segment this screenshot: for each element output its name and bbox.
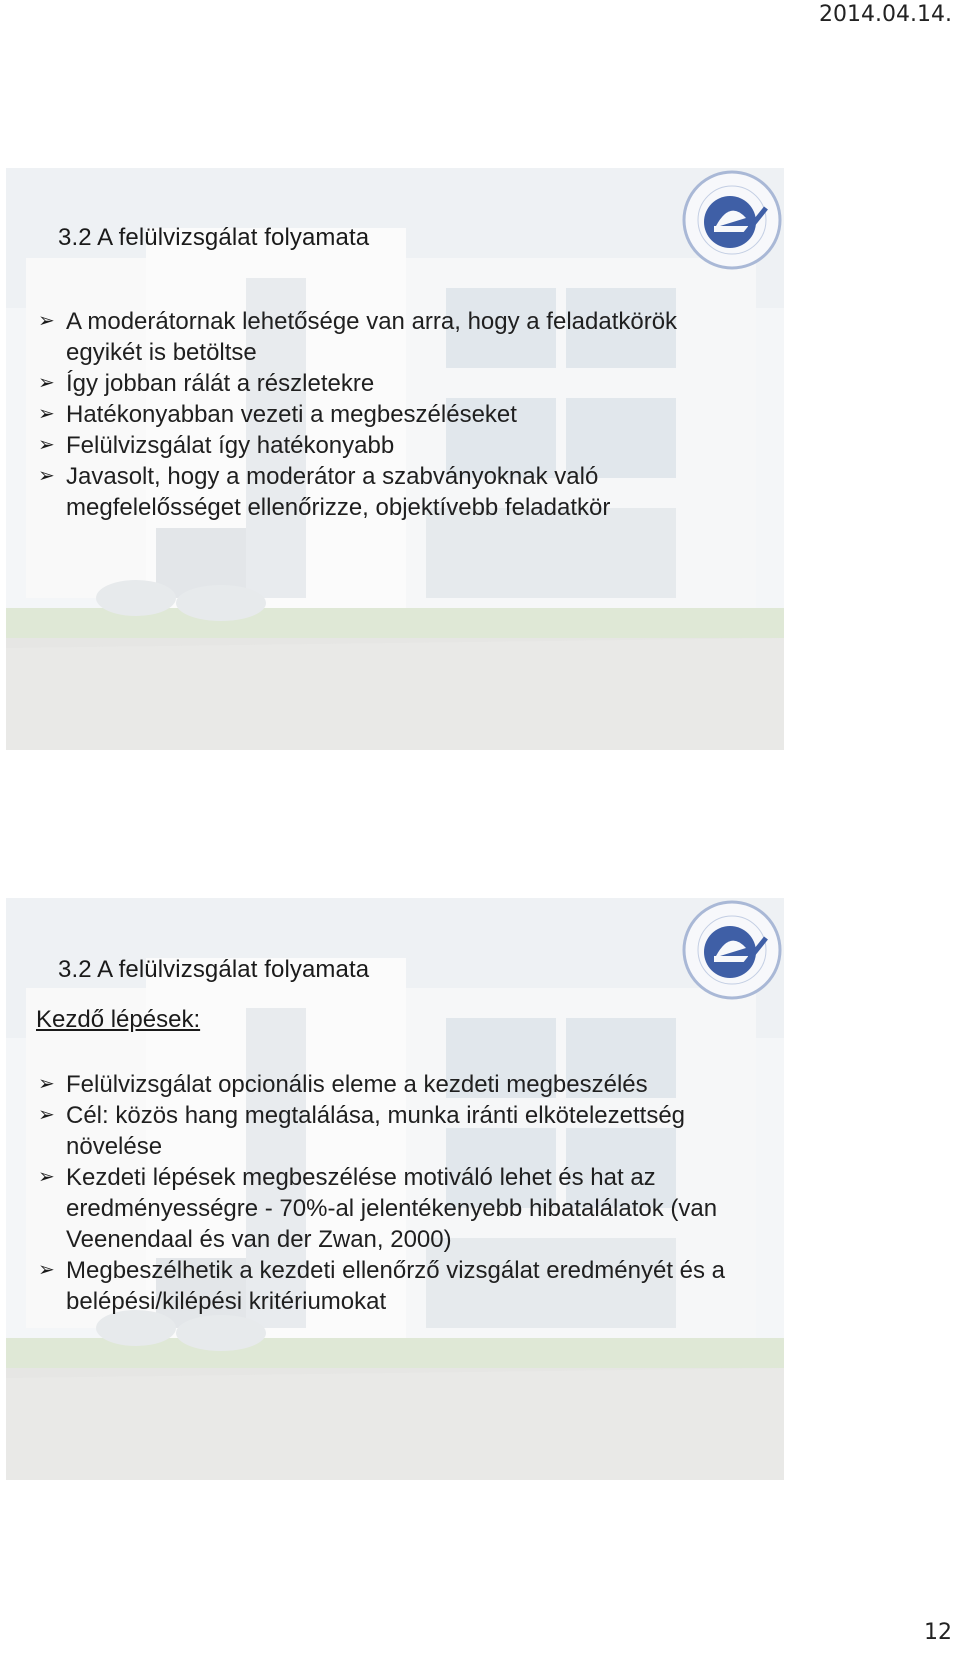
arrowhead-bullet-icon: ➢	[38, 1259, 55, 1281]
slide-title: 3.2 A felülvizsgálat folyamata	[58, 224, 370, 251]
list-item: ➢ Hatékonyabban vezeti a megbeszéléseket	[38, 401, 517, 428]
list-item: ➢ Javasolt, hogy a moderátor a szabványoknak való megfelelősséget ellenőrizze, objektívebb feladatkör	[38, 463, 611, 521]
slide-title: 3.2 A felülvizsgálat folyamata	[58, 956, 370, 983]
faculty-logo	[680, 168, 784, 272]
page-date: 2014.04.14.	[819, 2, 952, 27]
bullet-list	[36, 1069, 754, 1317]
list-item: ➢ Így jobban rálát a részletekre	[38, 370, 375, 397]
faculty-logo	[680, 898, 784, 1002]
section-subheading: Kezdő lépések:	[36, 1006, 201, 1033]
arrowhead-bullet-icon: ➢	[38, 372, 55, 394]
list-item: ➢ Cél: közös hang megtalálása, munka iránti elkötelezettség növelése	[38, 1102, 686, 1160]
slide-1	[6, 168, 784, 750]
list-item: ➢ Megbeszélhetik a kezdeti ellenőrző vizsgálat eredményét és a belépési/kilépési kritériumokat	[38, 1257, 726, 1315]
slide-2	[6, 898, 784, 1480]
list-item: ➢ Felülvizsgálat opcionális eleme a kezdeti megbeszélés	[38, 1071, 648, 1098]
bullet-list	[36, 306, 754, 523]
arrowhead-bullet-icon: ➢	[38, 1073, 55, 1095]
list-item: ➢ A moderátornak lehetősége van arra, hogy a feladatkörök egyikét is betöltse	[38, 308, 678, 366]
arrowhead-bullet-icon: ➢	[38, 465, 55, 487]
list-item: ➢ Kezdeti lépések megbeszélése motiváló lehet és hat az eredményességre - 70%-al jelentékenyebb hibatalálatok (van Veenendaal és van der Zwan, 2000)	[38, 1164, 718, 1253]
arrowhead-bullet-icon: ➢	[38, 434, 55, 456]
list-item: ➢ Felülvizsgálat így hatékonyabb	[38, 432, 395, 459]
arrowhead-bullet-icon: ➢	[38, 1166, 55, 1188]
arrowhead-bullet-icon: ➢	[38, 310, 55, 332]
page-number: 12	[924, 1620, 952, 1645]
arrowhead-bullet-icon: ➢	[38, 1104, 55, 1126]
arrowhead-bullet-icon: ➢	[38, 403, 55, 425]
